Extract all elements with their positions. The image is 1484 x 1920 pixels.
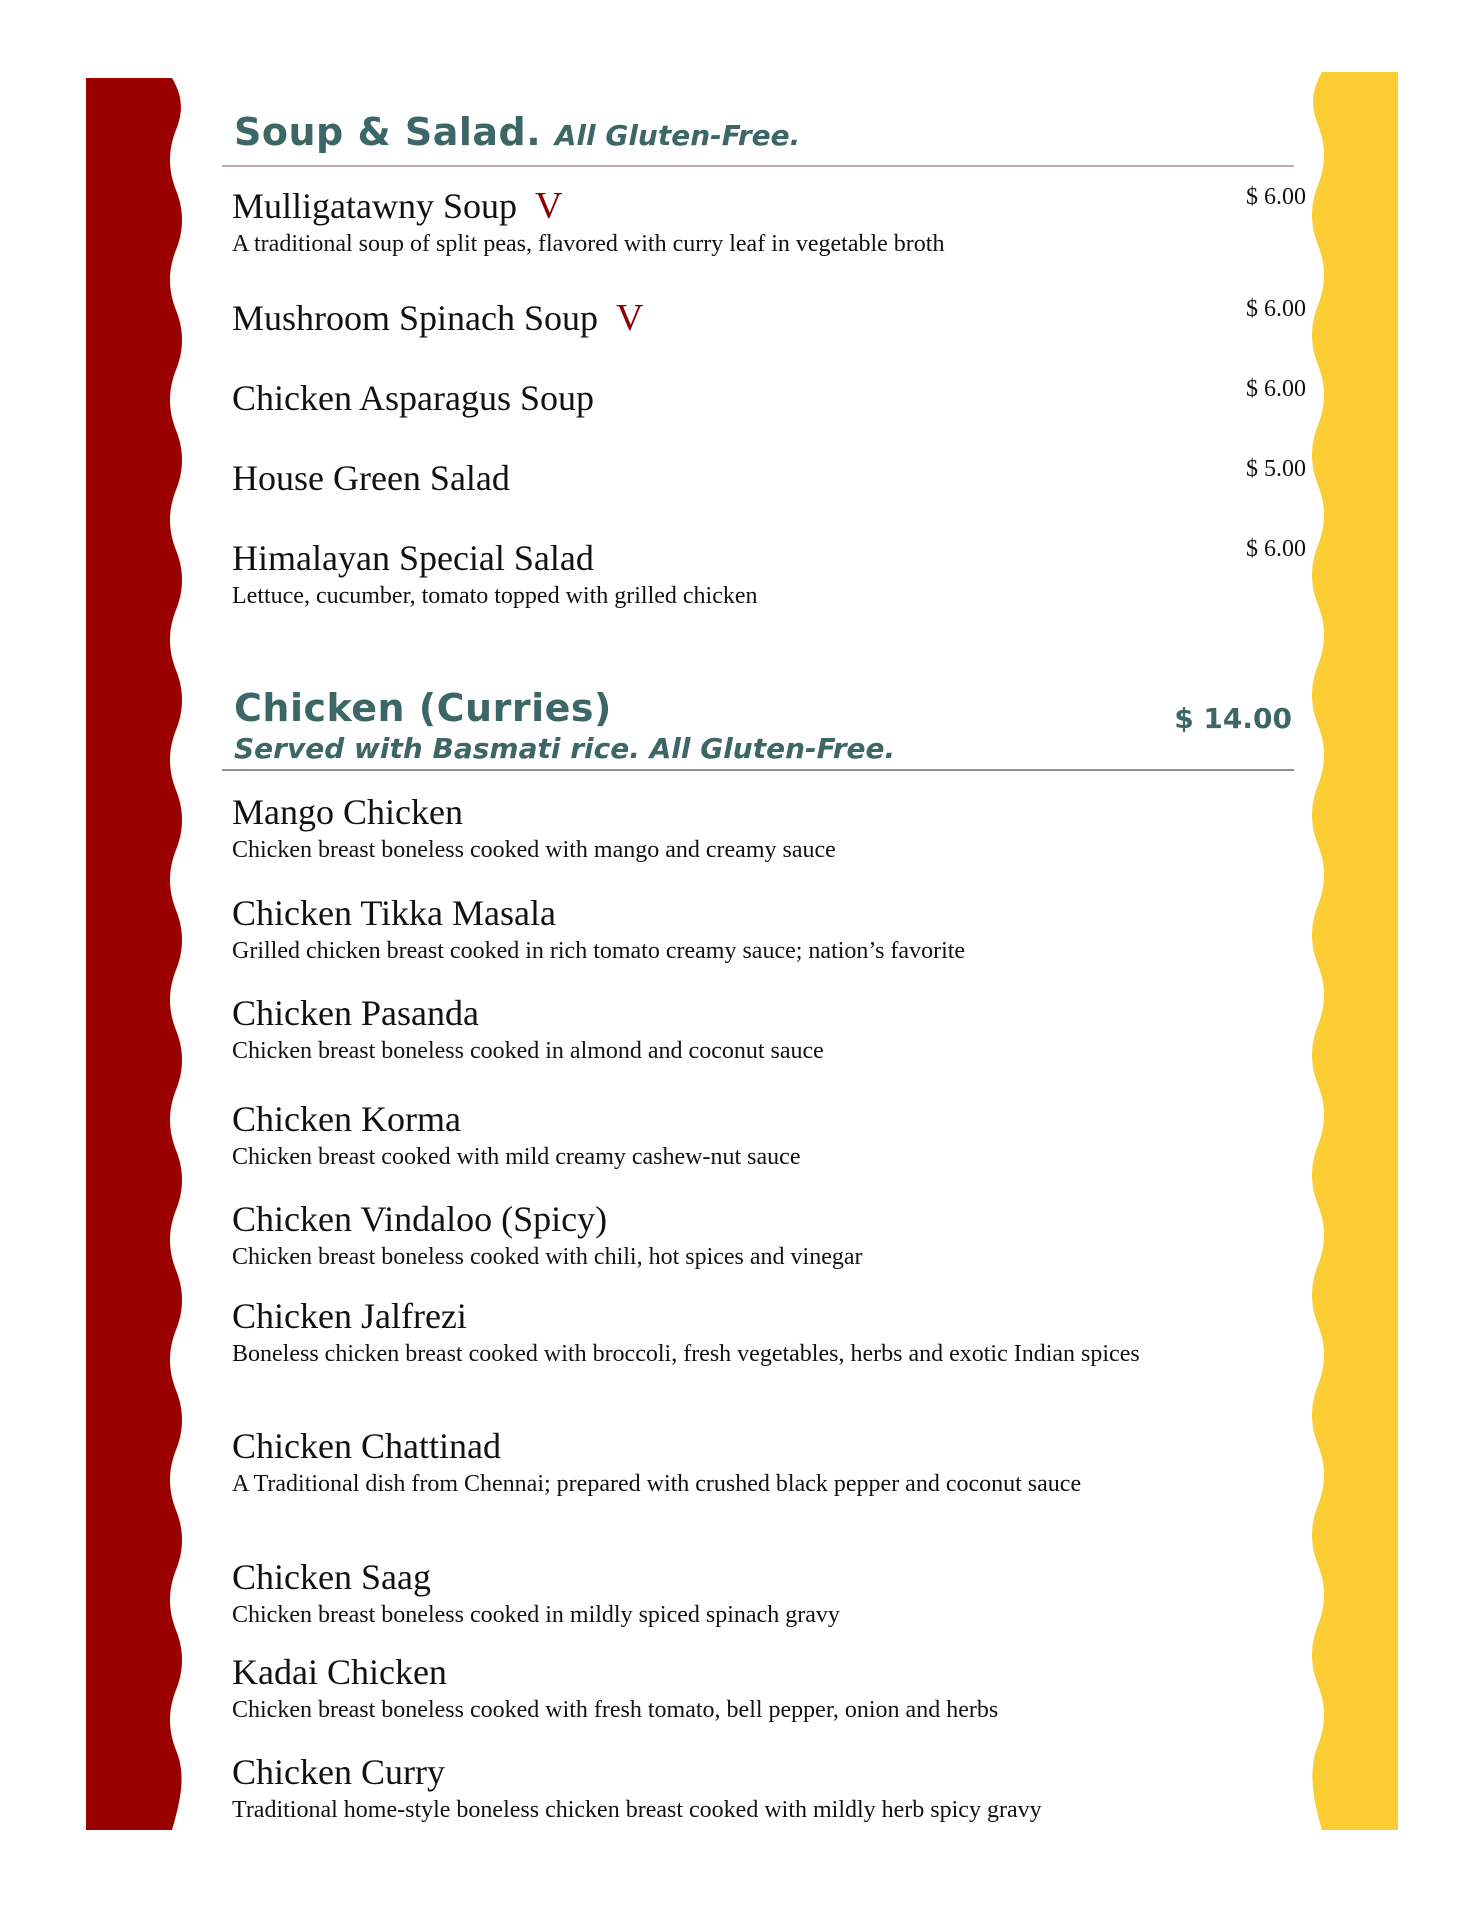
item-description: Grilled chicken breast cooked in rich tomato creamy sauce; nation’s favorite	[232, 938, 966, 964]
item-description: Chicken breast cooked with mild creamy cashew-nut sauce	[232, 1144, 801, 1170]
menu-item	[232, 993, 1182, 1067]
item-name: Mango Chicken	[232, 792, 463, 832]
chicken-divider	[222, 769, 1294, 771]
item-description: Chicken breast boneless cooked with mango and creamy sauce	[232, 837, 836, 863]
item-description: Chicken breast boneless cooked with chili, hot spices and vinegar	[232, 1244, 863, 1270]
item-description: Chicken breast boneless cooked in almond and coconut sauce	[232, 1038, 824, 1064]
item-description: Chicken breast boneless cooked with fresh tomato, bell pepper, onion and herbs	[232, 1697, 999, 1723]
menu-item	[232, 1652, 1182, 1726]
item-name: Chicken Pasanda	[232, 993, 479, 1033]
soup-salad-subtitle: All Gluten-Free.	[554, 119, 801, 152]
item-price: $ 6.00	[1246, 184, 1306, 210]
menu-item	[232, 1426, 1182, 1500]
menu-item	[232, 1099, 1182, 1173]
item-name: Mulligatawny Soup	[232, 186, 517, 226]
item-name: House Green Salad	[232, 458, 510, 498]
item-name: Chicken Korma	[232, 1099, 461, 1139]
chicken-section-price: $ 14.00	[1174, 702, 1292, 735]
item-description: Boneless chicken breast cooked with broccoli, fresh vegetables, herbs and exotic Indian spices	[232, 1341, 1140, 1367]
item-name: Himalayan Special Salad	[232, 538, 594, 578]
item-name: Chicken Saag	[232, 1557, 431, 1597]
soup-salad-heading	[234, 110, 800, 154]
soup-salad-divider	[222, 165, 1294, 167]
menu-item	[232, 1752, 1182, 1826]
menu-item	[232, 538, 1182, 612]
item-description: Lettuce, cucumber, tomato topped with grilled chicken	[232, 583, 758, 609]
menu-item	[232, 792, 1182, 866]
menu-item	[232, 186, 1182, 260]
item-description: Traditional home-style boneless chicken breast cooked with mildly herb spicy gravy	[232, 1797, 1042, 1823]
menu-item	[232, 1199, 1182, 1273]
chicken-subtitle: Served with Basmati rice. All Gluten-Free.	[234, 732, 896, 765]
chicken-heading	[234, 686, 895, 765]
menu-item	[232, 1557, 1182, 1631]
item-name: Chicken Vindaloo (Spicy)	[232, 1199, 608, 1239]
vegetarian-mark: V	[535, 185, 563, 227]
item-name: Kadai Chicken	[232, 1652, 447, 1692]
soup-salad-title: Soup & Salad.	[234, 110, 542, 154]
item-description: A traditional soup of split peas, flavored with curry leaf in vegetable broth	[232, 231, 945, 257]
item-name: Chicken Jalfrezi	[232, 1296, 467, 1336]
item-name: Chicken Tikka Masala	[232, 893, 556, 933]
item-price: $ 5.00	[1246, 456, 1306, 482]
vegetarian-mark: V	[616, 297, 644, 339]
menu-item	[232, 1296, 1182, 1370]
right-wavy-band	[1312, 72, 1398, 1830]
item-name: Chicken Curry	[232, 1752, 445, 1792]
menu-item	[232, 893, 1182, 967]
menu-item	[232, 378, 1182, 418]
item-name: Mushroom Spinach Soup	[232, 298, 599, 338]
menu-item	[232, 458, 1182, 498]
chicken-title: Chicken (Curries)	[234, 686, 612, 730]
item-name: Chicken Asparagus Soup	[232, 378, 594, 418]
item-description: A Traditional dish from Chennai; prepared with crushed black pepper and coconut sauce	[232, 1471, 1082, 1497]
item-name: Chicken Chattinad	[232, 1426, 501, 1466]
item-price: $ 6.00	[1246, 296, 1306, 322]
left-wavy-band	[86, 78, 182, 1830]
item-price: $ 6.00	[1246, 376, 1306, 402]
menu-item	[232, 298, 1182, 338]
item-price: $ 6.00	[1246, 536, 1306, 562]
item-description: Chicken breast boneless cooked in mildly spiced spinach gravy	[232, 1602, 840, 1628]
